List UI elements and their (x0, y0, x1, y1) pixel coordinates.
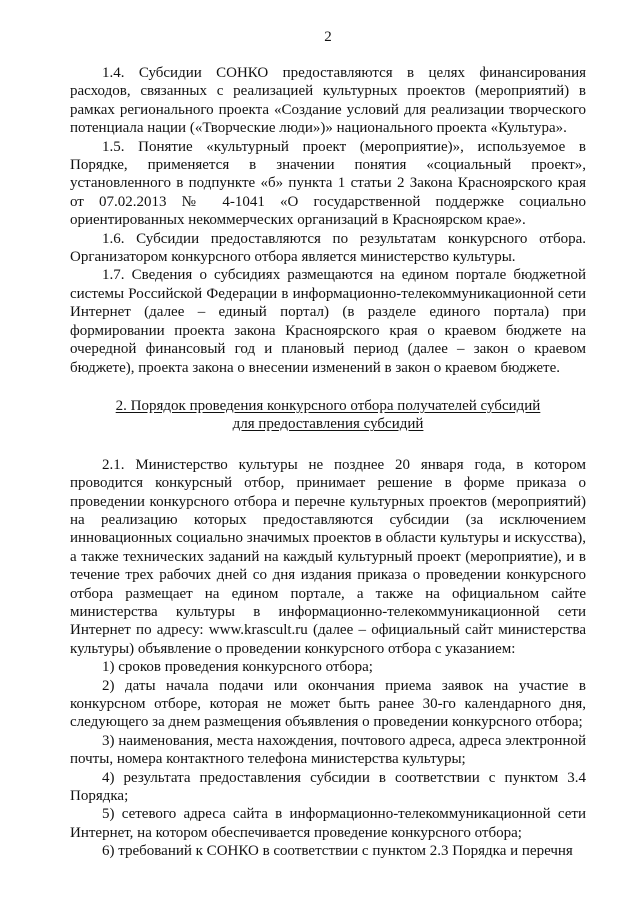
section-2-heading-line-1: 2. Порядок проведения конкурсного отбора получателей субсидий (115, 397, 541, 414)
list-item-2: 2) даты начала подачи или окончания приема заявок на участие в конкурсном отборе, которая не может быть ранее 30-го календарного дня, следующего за днем размещения объявления о проведении конкурсного отбора; (70, 677, 586, 731)
list-item-3: 3) наименования, места нахождения, почтового адреса, адреса электронной почты, номера контактного телефона министерства культуры; (70, 732, 586, 768)
paragraph-1-5: 1.5. Понятие «культурный проект (мероприятие)», используемое в Порядке, применяется в значении понятия «социальный проект», установленного в подпункте «б» пункта 1 статьи 2 Закона Красноярского края от 07.02.2013 № 4-1041 «О государственной поддержке социально ориентированных некоммерческих организаций в Красноярском крае». (70, 138, 586, 229)
paragraph-1-6: 1.6. Субсидии предоставляются по результатам конкурсного отбора. Организатором конкурсного отбора является министерство культуры. (70, 230, 586, 266)
section-2-heading-line-2: для предоставления субсидий (232, 416, 424, 433)
section-1-body (70, 64, 586, 377)
list-item-4: 4) результата предоставления субсидии в соответствии с пунктом 3.4 Порядка; (70, 769, 586, 805)
list-item-1: 1) сроков проведения конкурсного отбора; (102, 659, 373, 676)
list-item-6: 6) требований к СОНКО в соответствии с пунктом 2.3 Порядка и перечня (102, 843, 573, 860)
section-2-body (70, 456, 586, 861)
list-item-5: 5) сетевого адреса сайта в информационно-телекоммуникационной сети Интернет, на котором обеспечивается проведение конкурсного отбора; (70, 806, 586, 841)
paragraph-1-7: 1.7. Сведения о субсидиях размещаются на едином портале бюджетной системы Российской Федерации в информационно-телекоммуникационной сети Интернет (далее – единый портал) (в разделе единого портала) при формировании проекта закона Красноярского края о краевом бюджете на очередной финансовый год и плановый период (далее – закон о краевом бюджете), проекта закона о внесении изменений в закон о краевом бюджете. (70, 267, 586, 376)
page-number: 2 (324, 29, 332, 45)
section-2-heading (70, 397, 586, 434)
paragraph-2-1: 2.1. Министерство культуры не позднее 20 января года, в котором проводится конкурсный отбор, принимает решение в форме приказа о проведении конкурсного отбора и перечне культурных проектов (мероприятий) на реализацию которых предоставляются субсидии (за исключением инновационных социально значимых проектов в области культуры и искусства), а также технических заданий на каждый культурный проект (мероприятие), и в течение трех рабочих дней со дня издания приказа о проведении конкурсного отбора размещает на едином портале, а также на официальном сайте министерства культуры в информационно-телекоммуникационной сети Интернет по адресу: www.krascult.ru (далее – официальный сайт министерства культуры) объявление о проведении конкурсного отбора с указанием: (70, 456, 586, 657)
paragraph-1-4: 1.4. Субсидии СОНКО предоставляются в целях финансирования расходов, связанных с реализацией культурных проектов (мероприятий) в рамках регионального проекта «Создание условий для реализации творческого потенциала нации («Творческие люди»)» национального проекта «Культура». (70, 65, 586, 137)
